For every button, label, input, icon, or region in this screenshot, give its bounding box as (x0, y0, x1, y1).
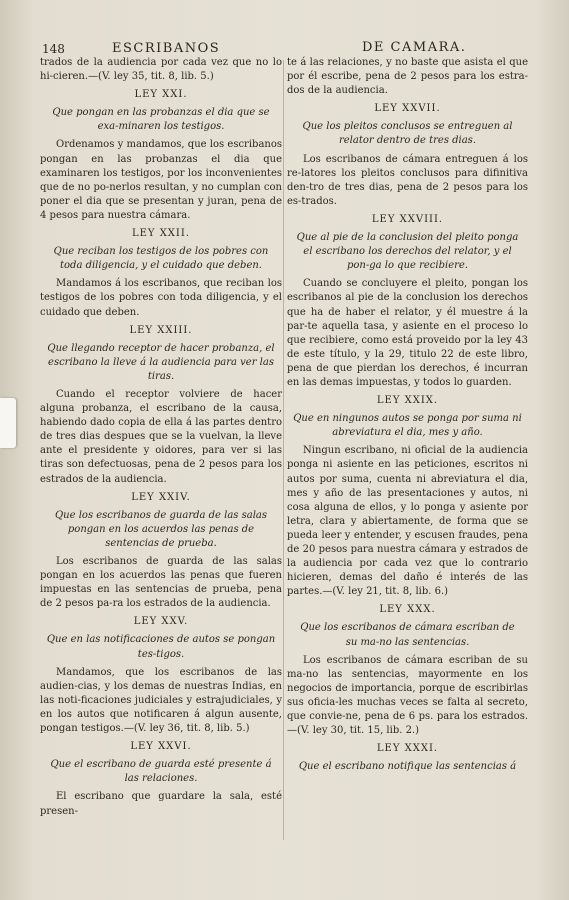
law-text: Los escribanos de cámara escriban de su ma-no las sentencias, mayormente en los negocios de importancia, porque de escribirlas sus oficia-les muchas veces se falta al secreto, que convie-ne, pena de 6 ps. para los estrados.—(V. ley 30, tit. 15, lib. 2.) (287, 654, 528, 737)
law-heading: LEY XXII. (131, 228, 191, 240)
law-text: Los escribanos de guarda de las salas pongan en los acuerdos las penas que fueren impuestas en las sentencias de prueba, pena de 2 pesos pa-ra los estrados de la audiencia. (40, 556, 282, 610)
law-summary: Que el escribano de guarda esté presente á las relaciones. (50, 759, 272, 785)
law-heading: LEY XXVII. (374, 103, 441, 115)
continued-text: te á las relaciones, y no baste que asista el que por él escribe, pena de 2 pesos para los estra-dos de la audiencia. (287, 57, 528, 97)
law-heading: LEY XXVIII. (371, 213, 444, 225)
right-column (287, 56, 528, 778)
law-summary: Que pongan en las probanzas el dia que se exa-minaren los testigos. (52, 107, 270, 133)
law-summary: Que los pleitos conclusos se entreguen al relator dentro de tres dias. (302, 121, 513, 147)
law-text: Cuando el receptor volviere de hacer alguna probanza, el escribano de la causa, habiendo dado copia de ella á las partes dentro de tres dias despues que se la vuelvan, la lleve ante el presidente y oidores, para ver si las tiras son defectuosas, pena de 2 pesos para los estrados de la audiencia. (40, 388, 282, 485)
law-summary: Que los escribanos de cámara escriban de su ma-no las sentencias. (300, 622, 515, 648)
left-column (40, 56, 282, 819)
law-summary: Que el escribano notifique las sentencias á (298, 761, 517, 773)
law-heading: LEY XXVI. (130, 741, 192, 753)
page-number: 148 (42, 42, 65, 56)
running-head-right: DE CAMARA. (362, 40, 467, 55)
law-text: El escribano que guardare la sala, esté presen- (40, 791, 282, 817)
column-divider (283, 60, 284, 840)
law-text: Cuando se concluyere el pleito, pongan los escribanos al pie de la conclusion los derechos que ha de haber el relator, y él muestre á la par-te aquella tasa, y asiente en el proceso lo que recibiere, como está proveido por la ley 43 de este título, y la 29, titulo 22 de este libro, pena de que pierdan los derechos, é incurran en las demas impuestas, y todos lo guarden. (287, 278, 528, 388)
law-heading: LEY XXX. (379, 604, 436, 616)
law-text: Mandamos, que los escribanos de las audien-cias, y los demas de nuestras Indias, en las noti-ficaciones judiciales y estrajudiciales, y en los autos que notificaren á algun ausente, pongan testigos.—(V. ley 36, tit. 8, lib. 5.) (40, 666, 282, 735)
law-text: Mandamos á los escribanos, que reciban los testigos de los pobres con toda diligencia, y el cuidado que deben. (40, 278, 282, 318)
binding-clip (0, 398, 16, 448)
running-head-left: ESCRIBANOS (112, 41, 221, 56)
law-summary: Que los escribanos de guarda de las salas pongan en los acuerdos las penas de sentencias de prueba. (54, 509, 267, 549)
law-text: Ningun escribano, ni oficial de la audiencia ponga ni asiente en las peticiones, escritos ni autos por suma, cuenta ni abreviatura el dia, mes y año de las presentaciones y autos, ni cosa alguna de ellos, y lo ponga y asiente por letra, clara y abiertamente, de forma que se pueda leer y entender, y escusen fraudes, pena de 20 pesos para nuestra cámara y estrados de la audiencia por cada vez que lo contrario hicieren, demas del daño é interés de las partes.—(V. ley 21, tit. 8, lib. 6.) (287, 445, 528, 598)
law-text: Los escribanos de cámara entreguen á los re-latores los pleitos conclusos para difinitiva den-tro de tres dias, pena de 2 pesos para los es-trados. (287, 153, 528, 207)
law-heading: LEY XXXI. (376, 743, 439, 755)
law-summary: Que llegando receptor de hacer probanza, el escribano la lleve á la audiencia para ver las tiras. (47, 342, 275, 382)
law-summary: Que en ningunos autos se ponga por suma ni abreviatura el dia, mes y año. (293, 413, 522, 439)
law-heading: LEY XXIX. (376, 395, 439, 407)
law-heading: LEY XXV. (133, 616, 189, 628)
continued-text: trados de la audiencia por cada vez que no lo hi-cieren.—(V. ley 35, tit. 8, lib. 5.) (40, 57, 282, 83)
law-heading: LEY XXIV. (131, 491, 191, 503)
law-heading: LEY XXIII. (129, 324, 193, 336)
law-text: Ordenamos y mandamos, que los escribanos pongan en las probanzas el dia que examinaren los testigos, por los inconvenientes que de no po-nerlos resultan, y no cumplan con poner el dia que se presentan y juran, pena de 4 pesos para nuestra cámara. (40, 139, 282, 221)
law-summary: Que al pie de la conclusion del pleito ponga el escribano los derechos del relator, y el pon-ga lo que recibiere. (296, 232, 519, 272)
law-summary: Que en las notificaciones de autos se pongan tes-tigos. (46, 634, 276, 660)
law-summary: Que reciban los testigos de los pobres con toda diligencia, y el cuidado que deben. (53, 246, 269, 272)
law-heading: LEY XXI. (134, 89, 188, 101)
